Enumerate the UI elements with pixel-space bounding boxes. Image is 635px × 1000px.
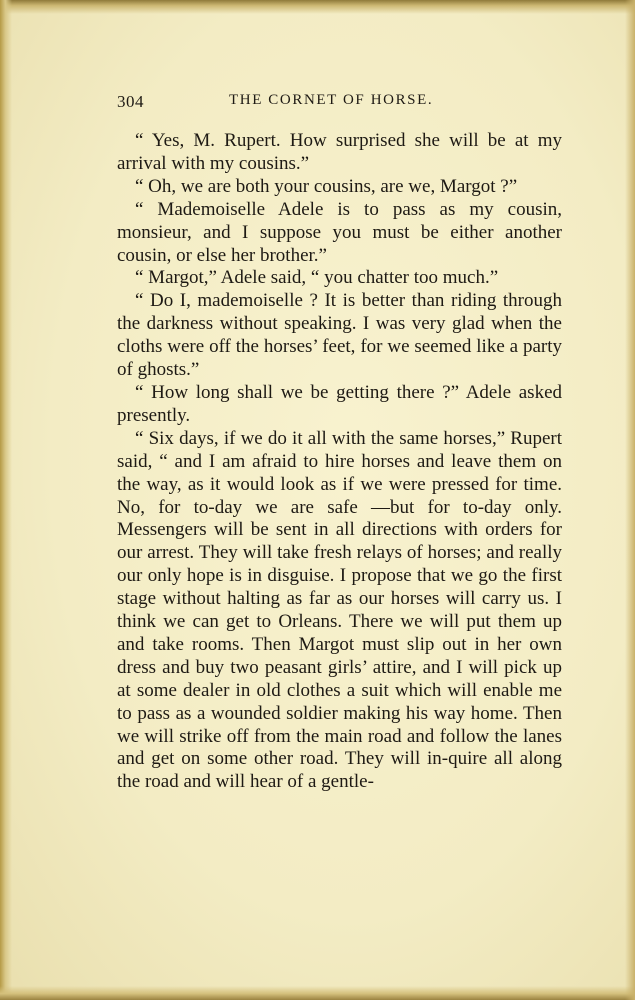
paragraph: “ Margot,” Adele said, “ you chatter too much.” [135,267,499,289]
running-head [117,92,562,114]
page-edge-bottom [0,986,635,1000]
page-number: 304 [117,92,144,111]
paragraph: “ Yes, M. Rupert. How surprised she will be at my arrival with my cousins.” [117,130,562,174]
page-edge-left [0,0,12,1000]
body-text [117,130,562,794]
page-edge-top [0,0,635,14]
paragraph: “ Mademoiselle Adele is to pass as my cousin, monsieur, and I suppose you must be either another cousin, or else her brother.” [117,198,562,266]
paragraph: “ How long shall we be getting there ?” Adele asked presently. [117,381,562,426]
running-title: THE CORNET OF HORSE. [229,92,434,108]
paragraph: “ Oh, we are both your cousins, are we, Margot ?” [135,175,518,197]
paragraph: “ Six days, if we do it all with the same horses,” Rupert said, “ and I am afraid to hire horses and leave them on the way, as it would look as if we were pressed for time. No, for to-day we are safe —but for to-day only. Messengers will be sent in all directions with orders for our arrest. They will take fresh relays of horses; and really our only hope is in disguise. I propose that we go the first stage without halting as far as our horses will carry us. I think we can get to Orleans. There we will put them up and take rooms. Then Margot must slip out in her own dress and buy two peasant girls’ attire, and I will pick up at some dealer in old clothes a suit which will enable me to pass as a wounded soldier making his way home. Then we will strike off from the main road and follow the lanes and get on some other road. They will in-quire all along the road and will hear of a gentle- [117,427,562,793]
page-edge-right [625,0,635,1000]
paragraph: “ Do I, mademoiselle ? It is better than riding through the darkness without speaking. I was very glad when the cloths were off the horses’ feet, for we seemed like a party of ghosts.” [117,290,562,381]
